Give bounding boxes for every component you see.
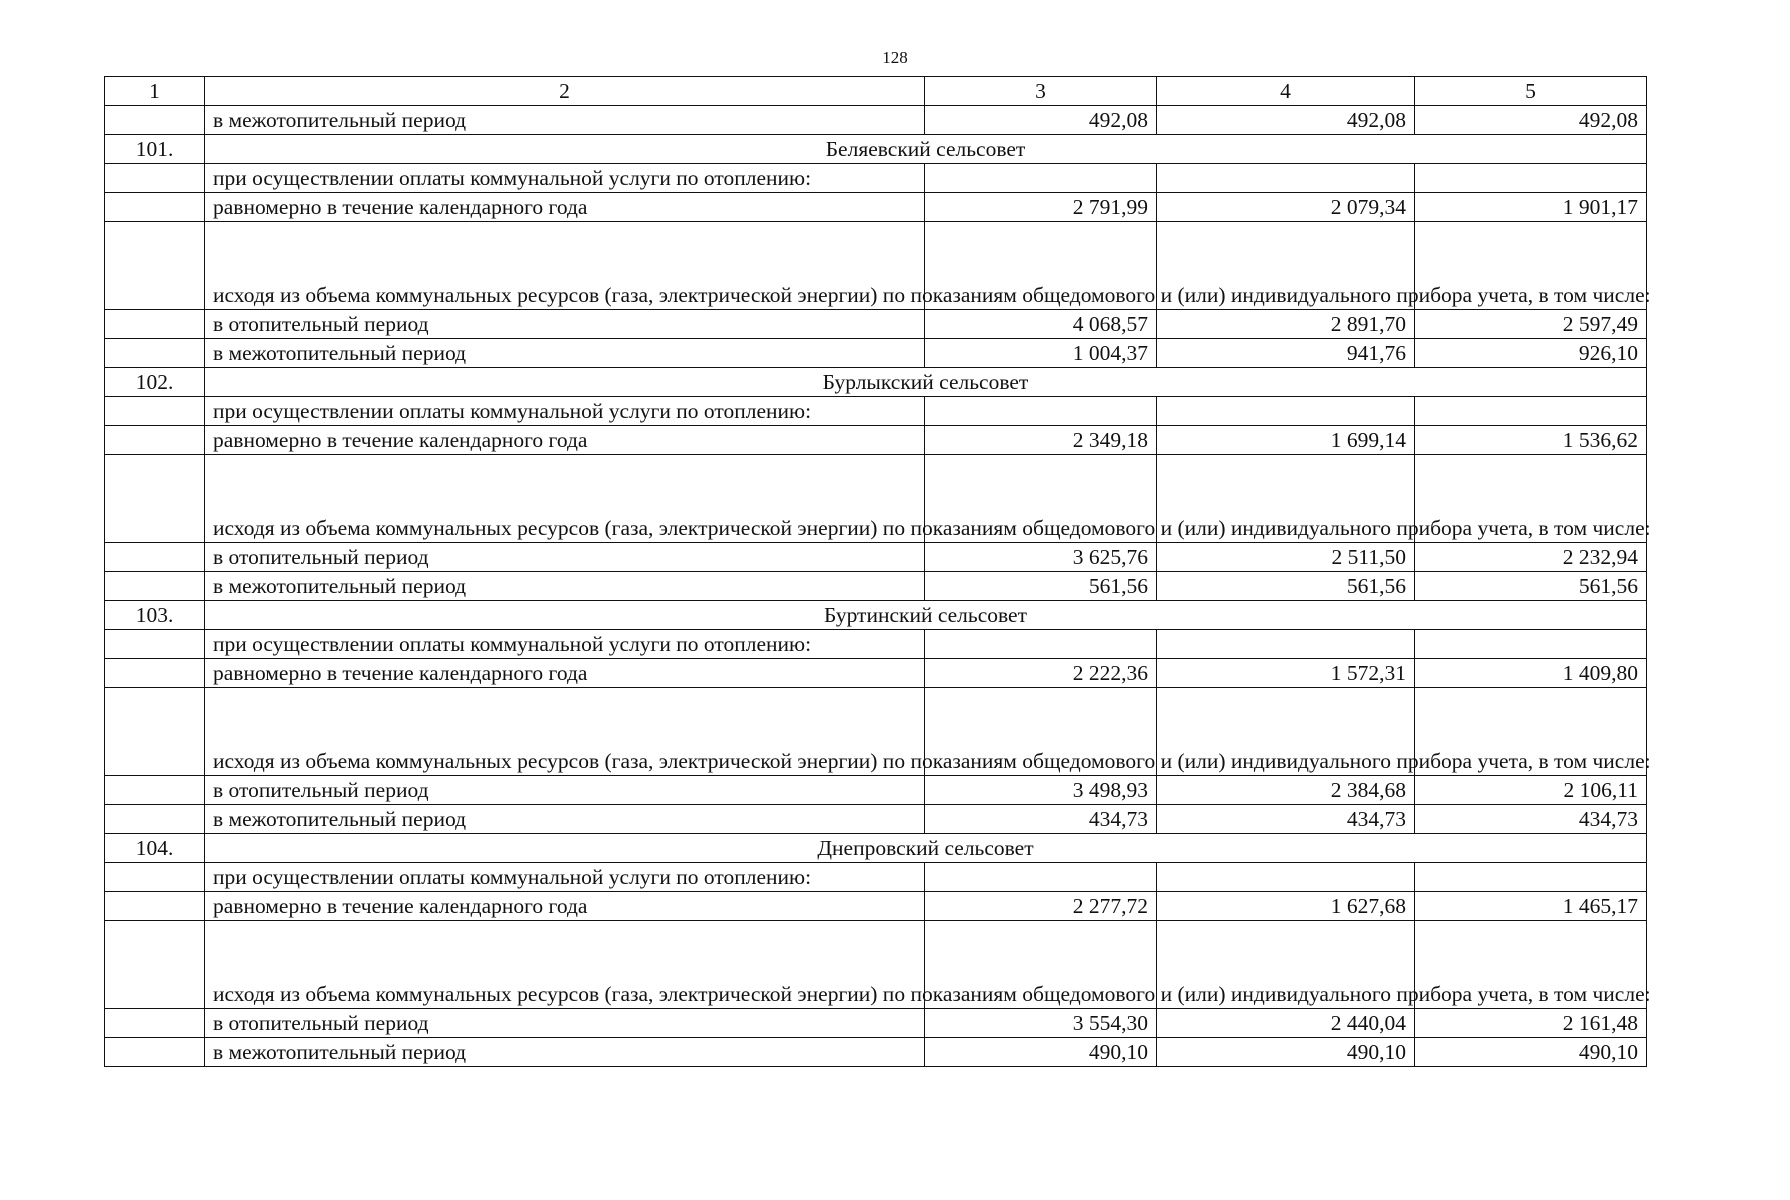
value-cell-5 [1415,863,1647,892]
header-cell-4: 4 [1157,77,1415,106]
section-row [105,135,1647,164]
label-cell: равномерно в течение календарного года [205,659,925,688]
value-cell-4 [1157,397,1415,426]
table-row [105,397,1647,426]
table-row [105,222,1647,310]
index-cell [105,455,205,543]
value-cell-4: 2 384,68 [1157,776,1415,805]
value-cell-4: 941,76 [1157,339,1415,368]
value-cell-3 [925,630,1157,659]
table-row [105,572,1647,601]
label-cell: исходя из объема коммунальных ресурсов (газа, электрической энергии) по показаниям общедомового и (или) индивидуального прибора учета, в том числе: [205,688,925,776]
value-cell-5: 490,10 [1415,1038,1647,1067]
value-cell-5: 2 106,11 [1415,776,1647,805]
value-cell-4: 2 440,04 [1157,1009,1415,1038]
index-cell [105,222,205,310]
label-cell: исходя из объема коммунальных ресурсов (газа, электрической энергии) по показаниям общедомового и (или) индивидуального прибора учета, в том числе: [205,921,925,1009]
value-cell-3: 3 625,76 [925,543,1157,572]
table-row [105,1009,1647,1038]
section-row [105,834,1647,863]
value-cell-3 [925,397,1157,426]
value-cell-4: 2 079,34 [1157,193,1415,222]
label-cell: при осуществлении оплаты коммунальной услуги по отоплению: [205,397,925,426]
header-cell-2: 2 [205,77,925,106]
label-cell: в межотопительный период [205,572,925,601]
value-cell-4: 492,08 [1157,106,1415,135]
index-cell [105,106,205,135]
value-cell-3 [925,863,1157,892]
index-cell [105,339,205,368]
label-cell: в межотопительный период [205,106,925,135]
value-cell-4: 1 699,14 [1157,426,1415,455]
section-title: Днепровский сельсовет [205,834,1647,863]
label-cell: в отопительный период [205,543,925,572]
index-cell [105,1038,205,1067]
index-cell [105,630,205,659]
section-index: 102. [105,368,205,397]
section-title: Буртинский сельсовет [205,601,1647,630]
value-cell-3: 3 498,93 [925,776,1157,805]
header-cell-3: 3 [925,77,1157,106]
value-cell-5: 2 597,49 [1415,310,1647,339]
label-cell: в отопительный период [205,776,925,805]
value-cell-3: 2 791,99 [925,193,1157,222]
value-cell-3: 3 554,30 [925,1009,1157,1038]
index-cell [105,863,205,892]
index-cell [105,543,205,572]
index-cell [105,426,205,455]
value-cell-3: 2 277,72 [925,892,1157,921]
index-cell [105,805,205,834]
value-cell-4: 561,56 [1157,572,1415,601]
label-cell: равномерно в течение календарного года [205,892,925,921]
value-cell-5: 1 409,80 [1415,659,1647,688]
section-title: Беляевский сельсовет [205,135,1647,164]
table-row [105,892,1647,921]
index-cell [105,397,205,426]
value-cell-3: 2 222,36 [925,659,1157,688]
header-row [105,77,1647,106]
tariff-table [104,76,1651,1067]
table-row [105,543,1647,572]
table-row [105,106,1647,135]
label-cell: исходя из объема коммунальных ресурсов (газа, электрической энергии) по показаниям общедомового и (или) индивидуального прибора учета, в том числе: [205,455,925,543]
table-row [105,426,1647,455]
index-cell [105,310,205,339]
value-cell-4: 1 627,68 [1157,892,1415,921]
table-row [105,193,1647,222]
index-cell [105,892,205,921]
label-cell: в отопительный период [205,310,925,339]
value-cell-5: 1 465,17 [1415,892,1647,921]
table-row [105,630,1647,659]
table-row [105,863,1647,892]
label-cell: в отопительный период [205,1009,925,1038]
table-row [105,776,1647,805]
label-cell: при осуществлении оплаты коммунальной услуги по отоплению: [205,164,925,193]
value-cell-5 [1415,630,1647,659]
index-cell [105,193,205,222]
value-cell-4: 434,73 [1157,805,1415,834]
value-cell-3: 492,08 [925,106,1157,135]
section-row [105,368,1647,397]
label-cell: при осуществлении оплаты коммунальной услуги по отоплению: [205,863,925,892]
table-row [105,339,1647,368]
value-cell-5: 2 232,94 [1415,543,1647,572]
index-cell [105,776,205,805]
value-cell-5: 926,10 [1415,339,1647,368]
value-cell-4: 1 572,31 [1157,659,1415,688]
label-cell: при осуществлении оплаты коммунальной услуги по отоплению: [205,630,925,659]
label-cell: в межотопительный период [205,1038,925,1067]
value-cell-3: 434,73 [925,805,1157,834]
value-cell-3: 490,10 [925,1038,1157,1067]
value-cell-4: 2 511,50 [1157,543,1415,572]
value-cell-5: 1 536,62 [1415,426,1647,455]
value-cell-3: 1 004,37 [925,339,1157,368]
index-cell [105,572,205,601]
value-cell-3: 561,56 [925,572,1157,601]
label-cell: равномерно в течение календарного года [205,193,925,222]
value-cell-3 [925,164,1157,193]
table-row [105,805,1647,834]
value-cell-5 [1415,164,1647,193]
value-cell-4 [1157,863,1415,892]
section-title: Бурлыкский сельсовет [205,368,1647,397]
header-cell-5: 5 [1415,77,1647,106]
section-index: 103. [105,601,205,630]
index-cell [105,688,205,776]
value-cell-4 [1157,630,1415,659]
index-cell [105,659,205,688]
table-row [105,1038,1647,1067]
value-cell-4: 490,10 [1157,1038,1415,1067]
header-cell-1: 1 [105,77,205,106]
value-cell-4 [1157,164,1415,193]
section-index: 101. [105,135,205,164]
index-cell [105,1009,205,1038]
index-cell [105,921,205,1009]
section-row [105,601,1647,630]
value-cell-5: 561,56 [1415,572,1647,601]
section-index: 104. [105,834,205,863]
value-cell-5: 2 161,48 [1415,1009,1647,1038]
index-cell [105,164,205,193]
value-cell-3: 2 349,18 [925,426,1157,455]
label-cell: равномерно в течение календарного года [205,426,925,455]
table-row [105,455,1647,543]
value-cell-5 [1415,397,1647,426]
value-cell-5: 492,08 [1415,106,1647,135]
page-number: 128 [882,48,908,67]
table-row [105,164,1647,193]
table-row [105,688,1647,776]
label-cell: в межотопительный период [205,805,925,834]
value-cell-5: 434,73 [1415,805,1647,834]
value-cell-4: 2 891,70 [1157,310,1415,339]
label-cell: в межотопительный период [205,339,925,368]
table-row [105,921,1647,1009]
value-cell-3: 4 068,57 [925,310,1157,339]
table-row [105,310,1647,339]
label-cell: исходя из объема коммунальных ресурсов (газа, электрической энергии) по показаниям общедомового и (или) индивидуального прибора учета, в том числе: [205,222,925,310]
value-cell-5: 1 901,17 [1415,193,1647,222]
table-row [105,659,1647,688]
